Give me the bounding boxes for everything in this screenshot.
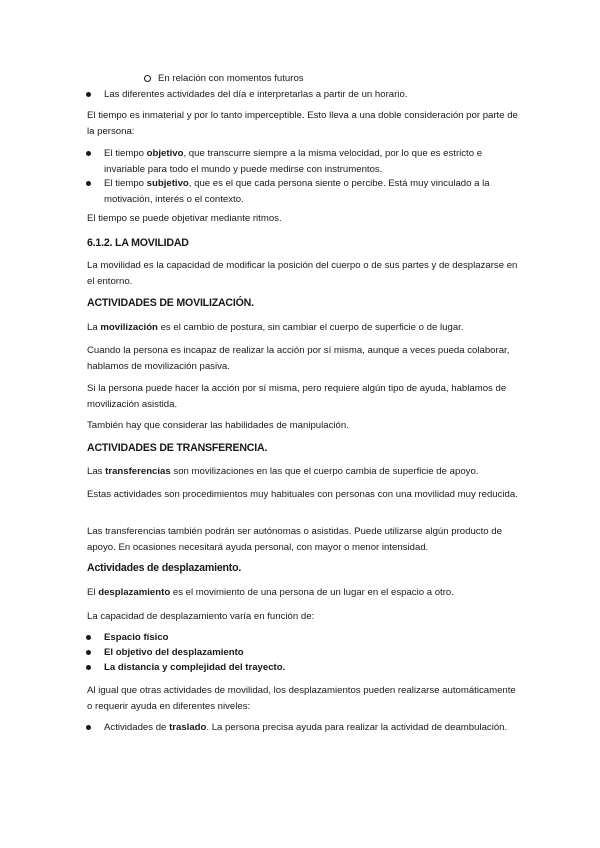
bullet-icon xyxy=(86,650,91,655)
ring-bullet-icon xyxy=(144,75,151,82)
list-item-objetivo-desplazamiento: El objetivo del desplazamiento xyxy=(104,645,522,661)
paragraph-transferencia-habituales: Estas actividades son procedimientos muy habituales con personas con una movilidad muy reducida. xyxy=(87,489,518,500)
bullet-icon xyxy=(86,92,91,97)
heading-transferencia: ACTIVIDADES DE TRANSFERENCIA. xyxy=(87,442,268,454)
paragraph-time: El tiempo es inmaterial y por lo tanto imperceptible. Esto lleva a una doble consideración por parte de la persona: xyxy=(87,110,518,137)
paragraph-niveles: Al igual que otras actividades de movilidad, los desplazamientos pueden realizarse automáticamente o requerir ayuda en diferentes niveles: xyxy=(87,685,516,712)
list-item-subjetivo: El tiempo subjetivo, que es el que cada persona siente o percibe. Está muy vinculado a la motivación, interés o el contexto. xyxy=(104,176,522,208)
paragraph-movilidad: La movilidad es la capacidad de modificar la posición del cuerpo o de sus partes y de desplazarse en el entorno. xyxy=(87,260,518,287)
paragraph-manipulacion: También hay que considerar las habilidades de manipulación. xyxy=(87,420,349,431)
list-item-espacio: Espacio físico xyxy=(104,630,522,646)
paragraph-movilizacion-pasiva: Cuando la persona es incapaz de realizar la acción por sí misma, aunque a veces pueda colaborar, hablamos de movilización pasiva. xyxy=(87,345,510,372)
heading-movilidad: 6.1.2. LA MOVILIDAD xyxy=(87,237,189,249)
paragraph-rhythm: El tiempo se puede objetivar mediante ritmos. xyxy=(87,213,282,224)
heading-movilizacion: ACTIVIDADES DE MOVILIZACIÓN. xyxy=(87,297,254,309)
bullet-icon xyxy=(86,635,91,640)
paragraph-desplazamiento-def: El desplazamiento es el movimiento de una persona de un lugar en el espacio a otro. xyxy=(87,587,454,598)
bullet-icon xyxy=(86,665,91,670)
heading-desplazamiento: Actividades de desplazamiento. xyxy=(87,562,242,574)
paragraph-movilizacion-asistida: Si la persona puede hacer la acción por sí misma, pero requiere algún tipo de ayuda, hablamos de movilización asistida. xyxy=(87,383,507,410)
list-item-traslado: Actividades de traslado. La persona precisa ayuda para realizar la actividad de deambulación. xyxy=(104,720,522,736)
list-item: Las diferentes actividades del día e interpretarlas a partir de un horario. xyxy=(104,87,522,103)
list-item-objetivo: El tiempo objetivo, que transcurre siempre a la misma velocidad, por lo que es estricto e invariable para todo el mundo y puede medirse con instrumentos. xyxy=(104,146,522,178)
list-sub-item: En relación con momentos futuros xyxy=(158,71,518,87)
paragraph-capacidad: La capacidad de desplazamiento varía en función de: xyxy=(87,611,315,622)
list-item-distancia: La distancia y complejidad del trayecto. xyxy=(104,660,522,676)
bullet-icon xyxy=(86,181,91,186)
bullet-icon xyxy=(86,725,91,730)
paragraph-transferencia-autonomas: Las transferencias también podrán ser autónomas o asistidas. Puede utilizarse algún producto de apoyo. En ocasiones necesitará ayuda personal, con mayor o menor intensidad. xyxy=(87,526,502,553)
paragraph-transferencia-def: Las transferencias son movilizaciones en las que el cuerpo cambia de superficie de apoyo. xyxy=(87,466,479,477)
bullet-icon xyxy=(86,151,91,156)
paragraph-movilizacion-def: La movilización es el cambio de postura, sin cambiar el cuerpo de superficie o de lugar. xyxy=(87,322,464,333)
